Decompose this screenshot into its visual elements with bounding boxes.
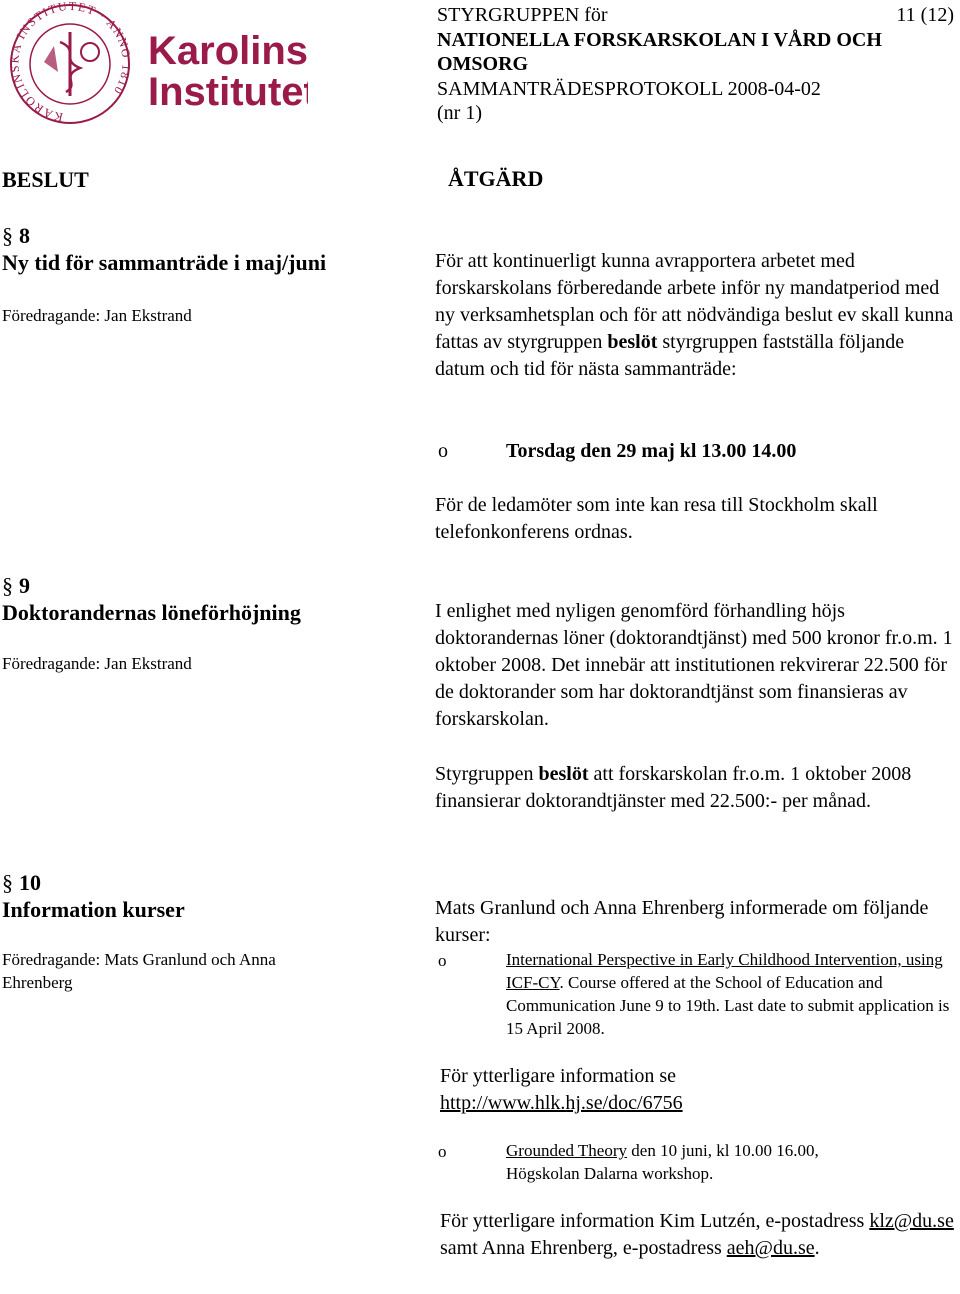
svg-text:Institutet: Institutet (148, 70, 308, 114)
section-8-presenter: Föredragande: Jan Ekstrand (2, 306, 192, 325)
section-8-note: För de ledamöter som inte kan resa till Stockholm skall telefonkonferens ordnas. (435, 494, 878, 543)
decision-keyword: beslöt (607, 331, 658, 353)
decision-keyword: beslöt (538, 763, 589, 785)
course-2-bullet-mark: o (438, 1142, 447, 1161)
header-line1: STYRGRUPPEN för (437, 4, 608, 26)
section-title: Doktorandernas löneförhöjning (2, 600, 301, 625)
section-title: Ny tid för sammanträde i maj/juni (2, 250, 327, 275)
section-number: 9 (19, 573, 30, 598)
section-9-presenter: Föredragande: Jan Ekstrand (2, 654, 192, 673)
email-link-anna[interactable]: aeh@du.se (726, 1237, 815, 1259)
column-heading-beslut: BESLUT (2, 167, 89, 192)
document-header (437, 3, 957, 126)
course-2-link[interactable]: Grounded Theory (506, 1141, 628, 1160)
course-1-link[interactable]: International Perspective in Early Childhood Intervention, using ICF-CY (506, 950, 943, 992)
section-9-heading (2, 572, 301, 626)
course-1-item: International Perspective in Early Childhood Intervention, using ICF-CY. Course offered at the School of Education and Communication June 9 to 19th. Last date to submit application is 15 April 2008. (506, 950, 950, 1038)
header-line5: (nr 1) (437, 102, 482, 124)
section-9-body: I enlighet med nyligen genomförd förhandling höjs doktorandernas löner (doktorandtjänst) med 500 kronor fr.o.m. 1 oktober 2008. Det innebär att institutionen rekvirerar 22.500 för de doktorander som har doktorandtjänst som finansieras av forskarskolan. (435, 600, 953, 730)
section-sign: § (2, 223, 13, 248)
karolinska-logo (8, 2, 308, 130)
course-1-url-link[interactable]: http://www.hlk.hj.se/doc/6756 (440, 1092, 683, 1114)
header-line4: SAMMANTRÄDESPROTOKOLL 2008-04-02 (437, 77, 821, 100)
column-heading-atgard: ÅTGÄRD (448, 166, 544, 191)
section-8-bullet-mark: o (438, 440, 448, 462)
course-2-more-info: För ytterligare information Kim Lutzén, e-postadress klz@du.se samt Anna Ehrenberg, e-postadress aeh@du.se. (440, 1210, 954, 1259)
section-number: 8 (19, 223, 30, 248)
course-1-bullet-mark: o (438, 951, 447, 970)
section-10-heading (2, 869, 185, 923)
svg-text:Karolinska: Karolins (148, 29, 308, 73)
course-1-more-info: För ytterligare information se http://www.hlk.hj.se/doc/6756 (440, 1065, 683, 1114)
section-sign: § (2, 870, 13, 895)
header-line3: OMSORG (437, 53, 529, 75)
svg-text:KAROLINSKA INSTITUTET · ANNO 1: KAROLINSKA INSTITUTET · ANNO 1810 (8, 2, 134, 125)
section-title: Information kurser (2, 897, 185, 922)
section-10-presenter: Föredragande: Mats Granlund och Anna Ehrenberg (2, 950, 276, 992)
email-link-kim[interactable]: klz@du.se (869, 1210, 954, 1232)
section-sign: § (2, 573, 13, 598)
section-10-intro: Mats Granlund och Anna Ehrenberg informerade om följande kurser: (435, 897, 929, 946)
karolinska-seal-icon (8, 2, 308, 130)
section-8-body: För att kontinuerligt kunna avrapportera arbetet med forskarskolans förberedande arbete inför ny mandatperiod med ny verksamhetsplan och för att nödvändiga beslut ev skall kunna fattas av styrgruppen beslöt styrgruppen fastställa följande datum och tid för nästa sammanträde: (435, 250, 954, 380)
page-number: 11 (12) (896, 4, 954, 26)
header-line2: NATIONELLA FORSKARSKOLAN I VÅRD OCH (437, 28, 882, 51)
course-2-item: Grounded Theory den 10 juni, kl 10.00 16.00, Högskolan Dalarna workshop. (506, 1141, 819, 1183)
section-8-meeting-date: Torsdag den 29 maj kl 13.00 14.00 (506, 440, 797, 462)
section-number: 10 (19, 870, 41, 895)
section-8-heading (2, 222, 326, 276)
section-9-decision: Styrgruppen beslöt att forskarskolan fr.o.m. 1 oktober 2008 finansierar doktorandtjänster med 22.500:- per månad. (435, 763, 912, 812)
